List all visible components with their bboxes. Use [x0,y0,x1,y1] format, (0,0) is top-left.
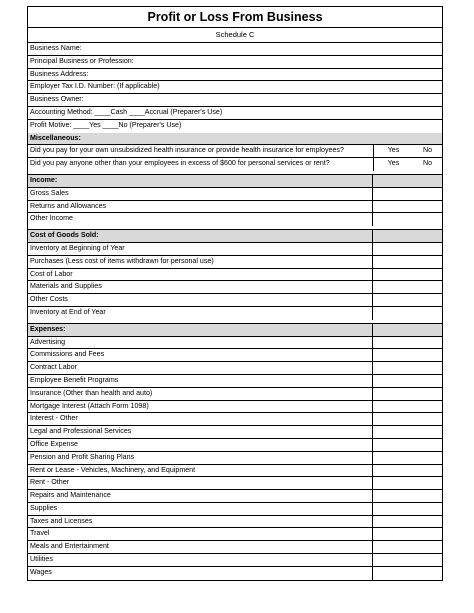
info-row-label: Business Owner: [30,95,84,104]
form-title: Profit or Loss From Business [28,7,442,28]
expense-item-amount[interactable] [372,554,442,566]
expense-item-amount[interactable] [372,375,442,387]
expense-item [28,516,442,529]
miscellaneous-header [28,133,442,146]
schedule-c-form [27,6,443,581]
expense-item [28,439,442,452]
expense-item-amount[interactable] [372,401,442,413]
cogs-item-amount[interactable] [372,269,442,281]
cogs-item-amount[interactable] [372,307,442,320]
info-row[interactable] [28,107,442,120]
cogs-item-label: Materials and Supplies [30,282,102,291]
info-row-label: Principal Business or Profession: [30,56,134,65]
expense-item [28,349,442,362]
expense-item-amount[interactable] [372,362,442,374]
cogs-header-amount [372,230,442,242]
income-item-label: Other Income [30,214,73,223]
expense-item [28,452,442,465]
cogs-item-label: Inventory at End of Year [30,307,106,316]
cogs-item [28,294,442,307]
info-row-label: Business Address: [30,69,89,78]
cogs-item [28,307,442,320]
expense-item-label: Rent - Other [30,478,70,487]
expense-item-label: Wages [30,567,52,576]
expense-item [28,337,442,350]
expense-item-amount[interactable] [372,439,442,451]
expense-item-label: Contract Labor [30,363,77,372]
info-row[interactable] [28,94,442,107]
cogs-item-amount[interactable] [372,256,442,268]
cogs-item-label: Inventory at Beginning of Year [30,243,125,252]
expense-item-label: Supplies [30,503,58,512]
cogs-item-label: Purchases (Less cost of items withdrawn for personal use) [30,256,214,265]
expense-item-amount[interactable] [372,503,442,515]
expense-item-label: Legal and Professional Services [30,427,132,436]
expense-item-label: Rent or Lease - Vehicles, Machinery, and Equipment [30,465,196,474]
income-header [28,175,442,188]
expenses-header-amount [372,324,442,336]
yes-option[interactable]: Yes [373,158,413,171]
info-row-label: Employer Tax I.D. Number: (If applicable) [30,82,160,91]
expense-item-label: Travel [30,529,50,538]
cogs-header-label: Cost of Goods Sold: [30,231,99,240]
expense-item-label: Commissions and Fees [30,350,105,359]
yes-option[interactable]: Yes [373,145,413,157]
question-text: Did you pay for your own unsubsidized health insurance or provide health insurance for employees? [30,146,344,155]
expense-item [28,554,442,567]
expense-item [28,362,442,375]
expense-item-label: Office Expense [30,439,78,448]
expense-item-amount[interactable] [372,567,442,580]
income-item-label: Returns and Allowances [30,201,107,210]
business-info-section [28,43,442,133]
income-header-amount [372,175,442,187]
expense-item-label: Taxes and Licenses [30,516,93,525]
expense-item-amount[interactable] [372,426,442,438]
expense-item-amount[interactable] [372,465,442,477]
expense-item [28,375,442,388]
income-item-amount[interactable] [372,213,442,226]
expense-item [28,490,442,503]
cogs-item-label: Other Costs [30,295,68,304]
question-row [28,158,442,171]
expense-item [28,503,442,516]
cogs-item [28,281,442,294]
expense-item [28,477,442,490]
income-item-label: Gross Sales [30,188,69,197]
expense-item-amount[interactable] [372,477,442,489]
expense-item-label: Repairs and Maintenance [30,491,111,500]
cogs-item-amount[interactable] [372,243,442,255]
expense-item-label: Meals and Entertainment [30,542,109,551]
expense-item-label: Mortgage Interest (Attach Form 1098) [30,401,149,410]
no-option[interactable]: No [422,146,433,155]
expense-item [28,413,442,426]
expense-item-amount[interactable] [372,490,442,502]
cogs-item-label: Cost of Labor [30,269,73,278]
expense-item-label: Pension and Profit Sharing Plans [30,452,135,461]
cogs-item [28,269,442,282]
expense-item [28,528,442,541]
cogs-section [28,243,442,320]
info-row[interactable] [28,43,442,56]
expense-item [28,401,442,414]
miscellaneous-section [28,145,442,171]
cogs-item [28,256,442,269]
income-item [28,188,442,201]
cogs-item-amount[interactable] [372,294,442,306]
expenses-header [28,324,442,337]
expense-item-label: Advertising [30,337,66,346]
expense-item-label: Interest - Other [30,414,78,423]
cogs-header [28,230,442,243]
info-row-label: Profit Motive: ____Yes ____No (Preparer's Use) [30,120,182,129]
income-section [28,188,442,226]
expense-item-label: Employee Benefit Programs [30,375,119,384]
expenses-header-label: Expenses: [30,324,66,333]
cogs-item-amount[interactable] [372,281,442,293]
miscellaneous-header-label: Miscellaneous: [30,133,81,142]
income-item-amount[interactable] [372,188,442,200]
expense-item-label: Insurance (Other than health and auto) [30,388,153,397]
income-header-label: Income: [30,175,58,184]
question-text: Did you pay anyone other than your employees in excess of $600 for personal services or rent? [30,159,330,168]
expense-item-amount[interactable] [372,413,442,425]
expenses-section [28,337,442,580]
expense-item-amount[interactable] [372,516,442,528]
expense-item-amount[interactable] [372,452,442,464]
expense-item-label: Utilities [30,555,53,564]
expense-item [28,541,442,554]
income-item [28,213,442,226]
income-item [28,201,442,214]
cogs-item [28,243,442,256]
expense-item-amount[interactable] [372,528,442,540]
question-row [28,145,442,158]
income-item-amount[interactable] [372,201,442,213]
expense-item [28,388,442,401]
expense-item [28,465,442,478]
expense-item [28,426,442,439]
expense-item [28,567,442,580]
expense-item-amount[interactable] [372,388,442,400]
form-subtitle: Schedule C [28,28,442,43]
info-row[interactable] [28,56,442,69]
info-row-label: Business Name: [30,44,82,52]
info-row-label: Accounting Method: ____Cash ____Accrual (Preparer's Use) [30,107,223,116]
info-row[interactable] [28,69,442,82]
expense-item-amount[interactable] [372,541,442,553]
info-row[interactable] [28,81,442,94]
info-row[interactable] [28,120,442,133]
expense-item-amount[interactable] [372,349,442,361]
expense-item-amount[interactable] [372,337,442,349]
no-option[interactable]: No [422,159,433,168]
